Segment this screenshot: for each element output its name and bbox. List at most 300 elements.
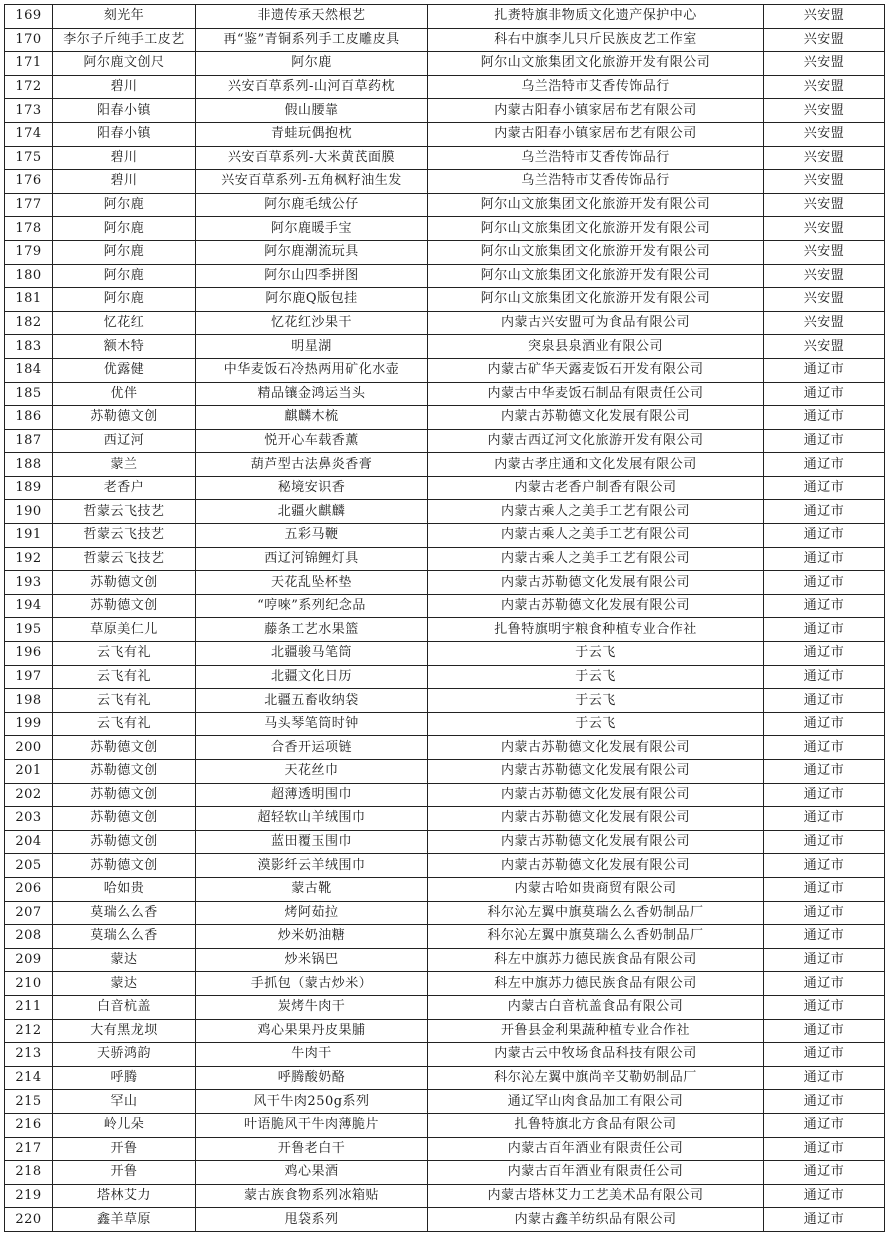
- table-row: [5, 901, 885, 925]
- table-row: [5, 5, 885, 29]
- product-cell: 蓝田覆玉围巾: [196, 830, 428, 854]
- product-cell: 天花乱坠杯垫: [196, 571, 428, 595]
- region-cell: 通辽市: [764, 358, 885, 382]
- company-cell: 科右中旗李儿只斤民族皮艺工作室: [428, 28, 764, 52]
- row-number-cell: 179: [5, 240, 53, 264]
- company-cell: 于云飞: [428, 712, 764, 736]
- brand-cell: 开鲁: [53, 1161, 196, 1185]
- table-row: [5, 500, 885, 524]
- region-cell: 兴安盟: [764, 122, 885, 146]
- row-number-cell: 209: [5, 948, 53, 972]
- row-number-cell: 204: [5, 830, 53, 854]
- company-cell: 内蒙古阳春小镇家居布艺有限公司: [428, 122, 764, 146]
- table-body: [5, 5, 885, 1232]
- region-cell: 通辽市: [764, 571, 885, 595]
- company-cell: 内蒙古中华麦饭石制品有限责任公司: [428, 382, 764, 406]
- brand-cell: 蒙达: [53, 948, 196, 972]
- brand-cell: 额木特: [53, 335, 196, 359]
- row-number-cell: 195: [5, 618, 53, 642]
- company-cell: 内蒙古白音杭盖食品有限公司: [428, 995, 764, 1019]
- product-cell: 超薄透明围巾: [196, 783, 428, 807]
- table-row: [5, 547, 885, 571]
- region-cell: 通辽市: [764, 429, 885, 453]
- row-number-cell: 210: [5, 972, 53, 996]
- brand-cell: 阳春小镇: [53, 122, 196, 146]
- brand-cell: 苏勒德文创: [53, 594, 196, 618]
- region-cell: 通辽市: [764, 524, 885, 548]
- row-number-cell: 180: [5, 264, 53, 288]
- company-cell: 阿尔山文旅集团文化旅游开发有限公司: [428, 217, 764, 241]
- product-cell: 蒙古靴: [196, 877, 428, 901]
- product-cell: 北疆文化日历: [196, 665, 428, 689]
- row-number-cell: 174: [5, 122, 53, 146]
- company-cell: 内蒙古哈如贵商贸有限公司: [428, 877, 764, 901]
- region-cell: 通辽市: [764, 1043, 885, 1067]
- region-cell: 兴安盟: [764, 264, 885, 288]
- product-cell: 精品镶金鸿运当头: [196, 382, 428, 406]
- brand-cell: 鑫羊草原: [53, 1208, 196, 1232]
- product-cell: 北疆骏马笔筒: [196, 642, 428, 666]
- brand-cell: 碧川: [53, 146, 196, 170]
- row-number-cell: 188: [5, 453, 53, 477]
- table-row: [5, 948, 885, 972]
- company-cell: 通辽罕山肉食品加工有限公司: [428, 1090, 764, 1114]
- brand-cell: 碧川: [53, 75, 196, 99]
- company-cell: 阿尔山文旅集团文化旅游开发有限公司: [428, 193, 764, 217]
- product-cell: 炒米奶油糖: [196, 925, 428, 949]
- row-number-cell: 184: [5, 358, 53, 382]
- product-cell: 漠影纤云羊绒围巾: [196, 854, 428, 878]
- table-row: [5, 995, 885, 1019]
- region-cell: 通辽市: [764, 854, 885, 878]
- region-cell: 通辽市: [764, 594, 885, 618]
- row-number-cell: 202: [5, 783, 53, 807]
- table-row: [5, 311, 885, 335]
- brand-cell: 优露健: [53, 358, 196, 382]
- product-cell: 合香开运项链: [196, 736, 428, 760]
- product-cell: 再“鉴”青铜系列手工皮雕皮具: [196, 28, 428, 52]
- product-cell: 超轻软山羊绒围巾: [196, 807, 428, 831]
- row-number-cell: 212: [5, 1019, 53, 1043]
- company-cell: 内蒙古苏勒德文化发展有限公司: [428, 807, 764, 831]
- company-cell: 扎赉特旗非物质文化遗产保护中心: [428, 5, 764, 29]
- brand-cell: 苏勒德文创: [53, 736, 196, 760]
- product-cell: 阿尔鹿毛绒公仔: [196, 193, 428, 217]
- product-cell: 悦开心车载香薰: [196, 429, 428, 453]
- row-number-cell: 186: [5, 406, 53, 430]
- region-cell: 通辽市: [764, 995, 885, 1019]
- table-row: [5, 594, 885, 618]
- product-cell: 葫芦型古法鼻炎香膏: [196, 453, 428, 477]
- table-row: [5, 382, 885, 406]
- table-row: [5, 1113, 885, 1137]
- table-row: [5, 877, 885, 901]
- row-number-cell: 173: [5, 99, 53, 123]
- product-cell: 忆花红沙果干: [196, 311, 428, 335]
- brand-cell: 罕山: [53, 1090, 196, 1114]
- table-row: [5, 170, 885, 194]
- row-number-cell: 190: [5, 500, 53, 524]
- product-cell: 呼腾酸奶酪: [196, 1066, 428, 1090]
- row-number-cell: 203: [5, 807, 53, 831]
- region-cell: 通辽市: [764, 618, 885, 642]
- company-cell: 科尔沁左翼中旗莫瑞么么香奶制品厂: [428, 925, 764, 949]
- region-cell: 通辽市: [764, 760, 885, 784]
- table-row: [5, 571, 885, 595]
- row-number-cell: 181: [5, 288, 53, 312]
- company-cell: 科左中旗苏力德民族食品有限公司: [428, 948, 764, 972]
- table-row: [5, 1137, 885, 1161]
- region-cell: 通辽市: [764, 877, 885, 901]
- company-cell: 突泉县泉酒业有限公司: [428, 335, 764, 359]
- product-cell: 阿尔山四季拼图: [196, 264, 428, 288]
- product-cell: 叶语脆风干牛肉薄脆片: [196, 1113, 428, 1137]
- table-row: [5, 830, 885, 854]
- table-row: [5, 193, 885, 217]
- brand-cell: 忆花红: [53, 311, 196, 335]
- product-cell: 甩袋系列: [196, 1208, 428, 1232]
- row-number-cell: 199: [5, 712, 53, 736]
- product-cell: 麒麟木梳: [196, 406, 428, 430]
- company-cell: 内蒙古苏勒德文化发展有限公司: [428, 736, 764, 760]
- product-cell: 鸡心果果丹皮果脯: [196, 1019, 428, 1043]
- row-number-cell: 208: [5, 925, 53, 949]
- region-cell: 通辽市: [764, 1161, 885, 1185]
- product-cell: 兴安百草系列-五角枫籽油生发: [196, 170, 428, 194]
- product-cell: 烤阿茹拉: [196, 901, 428, 925]
- company-cell: 内蒙古苏勒德文化发展有限公司: [428, 783, 764, 807]
- brand-cell: 阿尔鹿: [53, 240, 196, 264]
- brand-cell: 莫瑞么么香: [53, 925, 196, 949]
- region-cell: 通辽市: [764, 453, 885, 477]
- region-cell: 通辽市: [764, 689, 885, 713]
- brand-cell: 苏勒德文创: [53, 783, 196, 807]
- row-number-cell: 206: [5, 877, 53, 901]
- table-row: [5, 1066, 885, 1090]
- table-row: [5, 1019, 885, 1043]
- table-row: [5, 28, 885, 52]
- region-cell: 通辽市: [764, 642, 885, 666]
- company-cell: 内蒙古老香户制香有限公司: [428, 476, 764, 500]
- company-cell: 阿尔山文旅集团文化旅游开发有限公司: [428, 240, 764, 264]
- row-number-cell: 213: [5, 1043, 53, 1067]
- table-row: [5, 122, 885, 146]
- region-cell: 通辽市: [764, 1113, 885, 1137]
- table-row: [5, 972, 885, 996]
- product-cell: 马头琴笔筒时钟: [196, 712, 428, 736]
- row-number-cell: 171: [5, 52, 53, 76]
- product-cell: 天花丝巾: [196, 760, 428, 784]
- row-number-cell: 219: [5, 1184, 53, 1208]
- row-number-cell: 217: [5, 1137, 53, 1161]
- table-row: [5, 689, 885, 713]
- company-cell: 于云飞: [428, 689, 764, 713]
- company-cell: 内蒙古苏勒德文化发展有限公司: [428, 854, 764, 878]
- row-number-cell: 187: [5, 429, 53, 453]
- row-number-cell: 193: [5, 571, 53, 595]
- product-cell: 兴安百草系列-山河百草药枕: [196, 75, 428, 99]
- region-cell: 通辽市: [764, 665, 885, 689]
- product-cell: 阿尔鹿Q版包挂: [196, 288, 428, 312]
- brand-cell: 苏勒德文创: [53, 406, 196, 430]
- region-cell: 兴安盟: [764, 311, 885, 335]
- product-cell: 蒙古族食物系列冰箱贴: [196, 1184, 428, 1208]
- brand-cell: 苏勒德文创: [53, 571, 196, 595]
- row-number-cell: 198: [5, 689, 53, 713]
- company-cell: 内蒙古苏勒德文化发展有限公司: [428, 830, 764, 854]
- product-cell: 牛肉干: [196, 1043, 428, 1067]
- brand-cell: 哲蒙云飞技艺: [53, 547, 196, 571]
- product-cell: 假山腰靠: [196, 99, 428, 123]
- brand-cell: 蒙达: [53, 972, 196, 996]
- brand-cell: 草原美仁儿: [53, 618, 196, 642]
- brand-cell: 苏勒德文创: [53, 807, 196, 831]
- row-number-cell: 177: [5, 193, 53, 217]
- row-number-cell: 183: [5, 335, 53, 359]
- company-cell: 内蒙古乘人之美手工艺有限公司: [428, 524, 764, 548]
- table-row: [5, 99, 885, 123]
- region-cell: 通辽市: [764, 948, 885, 972]
- brand-cell: 云飞有礼: [53, 642, 196, 666]
- company-cell: 内蒙古矿华天露麦饭石开发有限公司: [428, 358, 764, 382]
- brand-cell: 碧川: [53, 170, 196, 194]
- company-cell: 内蒙古孝庄通和文化发展有限公司: [428, 453, 764, 477]
- product-cell: 藤条工艺水果篮: [196, 618, 428, 642]
- table-row: [5, 665, 885, 689]
- row-number-cell: 169: [5, 5, 53, 29]
- row-number-cell: 185: [5, 382, 53, 406]
- brand-cell: 哲蒙云飞技艺: [53, 500, 196, 524]
- company-cell: 内蒙古百年酒业有限责任公司: [428, 1137, 764, 1161]
- table-row: [5, 217, 885, 241]
- table-row: [5, 264, 885, 288]
- brand-cell: 优伴: [53, 382, 196, 406]
- brand-cell: 云飞有礼: [53, 712, 196, 736]
- brand-cell: 苏勒德文创: [53, 830, 196, 854]
- table-row: [5, 1043, 885, 1067]
- company-cell: 阿尔山文旅集团文化旅游开发有限公司: [428, 264, 764, 288]
- product-cell: 北疆五畜收纳袋: [196, 689, 428, 713]
- row-number-cell: 216: [5, 1113, 53, 1137]
- company-cell: 内蒙古塔林艾力工艺美术品有限公司: [428, 1184, 764, 1208]
- row-number-cell: 192: [5, 547, 53, 571]
- company-cell: 内蒙古苏勒德文化发展有限公司: [428, 406, 764, 430]
- brand-cell: 苏勒德文创: [53, 854, 196, 878]
- brand-cell: 刻光年: [53, 5, 196, 29]
- product-cell: 五彩马鞭: [196, 524, 428, 548]
- table-row: [5, 476, 885, 500]
- table-row: [5, 406, 885, 430]
- brand-cell: 大有黑龙坝: [53, 1019, 196, 1043]
- region-cell: 通辽市: [764, 476, 885, 500]
- company-cell: 内蒙古乘人之美手工艺有限公司: [428, 500, 764, 524]
- product-cell: 开鲁老白干: [196, 1137, 428, 1161]
- row-number-cell: 205: [5, 854, 53, 878]
- table-row: [5, 854, 885, 878]
- product-cell: 炒米锅巴: [196, 948, 428, 972]
- table-row: [5, 288, 885, 312]
- product-cell: 鸡心果酒: [196, 1161, 428, 1185]
- brand-cell: 阿尔鹿文创尺: [53, 52, 196, 76]
- table-row: [5, 75, 885, 99]
- region-cell: 通辽市: [764, 500, 885, 524]
- company-cell: 于云飞: [428, 665, 764, 689]
- product-cell: 阿尔鹿潮流玩具: [196, 240, 428, 264]
- table-row: [5, 1184, 885, 1208]
- table-row: [5, 925, 885, 949]
- product-cell: 西辽河锦鲤灯具: [196, 547, 428, 571]
- brand-cell: 李尔子斤纯手工皮艺: [53, 28, 196, 52]
- region-cell: 通辽市: [764, 1137, 885, 1161]
- brand-cell: 开鲁: [53, 1137, 196, 1161]
- row-number-cell: 218: [5, 1161, 53, 1185]
- product-cell: 风干牛肉250g系列: [196, 1090, 428, 1114]
- brand-cell: 阿尔鹿: [53, 264, 196, 288]
- company-cell: 内蒙古乘人之美手工艺有限公司: [428, 547, 764, 571]
- brand-cell: 白音杭盖: [53, 995, 196, 1019]
- company-cell: 开鲁县金利果蔬种植专业合作社: [428, 1019, 764, 1043]
- brand-cell: 莫瑞么么香: [53, 901, 196, 925]
- region-cell: 兴安盟: [764, 288, 885, 312]
- region-cell: 兴安盟: [764, 5, 885, 29]
- table-row: [5, 429, 885, 453]
- region-cell: 通辽市: [764, 925, 885, 949]
- product-cell: 青蛙玩偶抱枕: [196, 122, 428, 146]
- table-row: [5, 736, 885, 760]
- region-cell: 兴安盟: [764, 335, 885, 359]
- row-number-cell: 191: [5, 524, 53, 548]
- brand-cell: 哲蒙云飞技艺: [53, 524, 196, 548]
- brand-cell: 阿尔鹿: [53, 193, 196, 217]
- brand-cell: 阳春小镇: [53, 99, 196, 123]
- product-cell: 炭烤牛肉干: [196, 995, 428, 1019]
- company-cell: 科尔沁左翼中旗莫瑞么么香奶制品厂: [428, 901, 764, 925]
- company-cell: 内蒙古苏勒德文化发展有限公司: [428, 594, 764, 618]
- row-number-cell: 194: [5, 594, 53, 618]
- table-row: [5, 335, 885, 359]
- region-cell: 兴安盟: [764, 217, 885, 241]
- product-cell: 秘境安识香: [196, 476, 428, 500]
- company-cell: 扎鲁特旗北方食品有限公司: [428, 1113, 764, 1137]
- row-number-cell: 172: [5, 75, 53, 99]
- brand-cell: 阿尔鹿: [53, 217, 196, 241]
- product-cell: 非遗传承天然根艺: [196, 5, 428, 29]
- company-cell: 科尔沁左翼中旗尚辛艾勒奶制品厂: [428, 1066, 764, 1090]
- product-cell: 北疆火麒麟: [196, 500, 428, 524]
- company-cell: 阿尔山文旅集团文化旅游开发有限公司: [428, 288, 764, 312]
- brand-cell: 苏勒德文创: [53, 760, 196, 784]
- table-row: [5, 1090, 885, 1114]
- row-number-cell: 220: [5, 1208, 53, 1232]
- row-number-cell: 197: [5, 665, 53, 689]
- region-cell: 兴安盟: [764, 52, 885, 76]
- region-cell: 兴安盟: [764, 75, 885, 99]
- region-cell: 兴安盟: [764, 170, 885, 194]
- brand-cell: 呼腾: [53, 1066, 196, 1090]
- brand-cell: 岭儿朵: [53, 1113, 196, 1137]
- table-row: [5, 760, 885, 784]
- company-cell: 内蒙古鑫羊纺织品有限公司: [428, 1208, 764, 1232]
- region-cell: 通辽市: [764, 901, 885, 925]
- table-row: [5, 712, 885, 736]
- company-cell: 内蒙古云中牧场食品科技有限公司: [428, 1043, 764, 1067]
- row-number-cell: 214: [5, 1066, 53, 1090]
- brand-cell: 哈如贵: [53, 877, 196, 901]
- table-row: [5, 453, 885, 477]
- row-number-cell: 182: [5, 311, 53, 335]
- table-row: [5, 524, 885, 548]
- region-cell: 通辽市: [764, 1090, 885, 1114]
- row-number-cell: 176: [5, 170, 53, 194]
- company-cell: 内蒙古苏勒德文化发展有限公司: [428, 571, 764, 595]
- brand-cell: 塔林艾力: [53, 1184, 196, 1208]
- row-number-cell: 215: [5, 1090, 53, 1114]
- region-cell: 通辽市: [764, 830, 885, 854]
- region-cell: 通辽市: [764, 807, 885, 831]
- company-cell: 内蒙古苏勒德文化发展有限公司: [428, 760, 764, 784]
- row-number-cell: 175: [5, 146, 53, 170]
- table-row: [5, 618, 885, 642]
- region-cell: 兴安盟: [764, 193, 885, 217]
- company-cell: 内蒙古西辽河文化旅游开发有限公司: [428, 429, 764, 453]
- company-cell: 科左中旗苏力德民族食品有限公司: [428, 972, 764, 996]
- region-cell: 通辽市: [764, 783, 885, 807]
- region-cell: 通辽市: [764, 1184, 885, 1208]
- region-cell: 通辽市: [764, 1019, 885, 1043]
- row-number-cell: 200: [5, 736, 53, 760]
- product-cell: 兴安百草系列-大米黄芪面膜: [196, 146, 428, 170]
- region-cell: 通辽市: [764, 382, 885, 406]
- row-number-cell: 189: [5, 476, 53, 500]
- company-cell: 乌兰浩特市艾香传饰品行: [428, 146, 764, 170]
- company-cell: 内蒙古百年酒业有限责任公司: [428, 1161, 764, 1185]
- row-number-cell: 201: [5, 760, 53, 784]
- table-row: [5, 52, 885, 76]
- product-cell: 中华麦饭石冷热两用矿化水壶: [196, 358, 428, 382]
- brand-cell: 阿尔鹿: [53, 288, 196, 312]
- brand-cell: 云飞有礼: [53, 665, 196, 689]
- region-cell: 兴安盟: [764, 99, 885, 123]
- row-number-cell: 207: [5, 901, 53, 925]
- product-cell: “哼唻”系列纪念品: [196, 594, 428, 618]
- region-cell: 通辽市: [764, 712, 885, 736]
- table-row: [5, 1208, 885, 1232]
- company-cell: 阿尔山文旅集团文化旅游开发有限公司: [428, 52, 764, 76]
- table-row: [5, 642, 885, 666]
- brand-cell: 云飞有礼: [53, 689, 196, 713]
- product-cell: 阿尔鹿暖手宝: [196, 217, 428, 241]
- product-cell: 明星湖: [196, 335, 428, 359]
- region-cell: 通辽市: [764, 972, 885, 996]
- company-cell: 扎鲁特旗明宇粮食种植专业合作社: [428, 618, 764, 642]
- brand-cell: 西辽河: [53, 429, 196, 453]
- region-cell: 兴安盟: [764, 240, 885, 264]
- region-cell: 通辽市: [764, 406, 885, 430]
- table-row: [5, 146, 885, 170]
- product-cell: 阿尔鹿: [196, 52, 428, 76]
- product-table: [4, 4, 885, 1232]
- company-cell: 乌兰浩特市艾香传饰品行: [428, 75, 764, 99]
- brand-cell: 天骄鸿韵: [53, 1043, 196, 1067]
- row-number-cell: 170: [5, 28, 53, 52]
- table-row: [5, 783, 885, 807]
- region-cell: 通辽市: [764, 1066, 885, 1090]
- region-cell: 通辽市: [764, 736, 885, 760]
- company-cell: 内蒙古兴安盟可为食品有限公司: [428, 311, 764, 335]
- table-row: [5, 358, 885, 382]
- company-cell: 乌兰浩特市艾香传饰品行: [428, 170, 764, 194]
- row-number-cell: 178: [5, 217, 53, 241]
